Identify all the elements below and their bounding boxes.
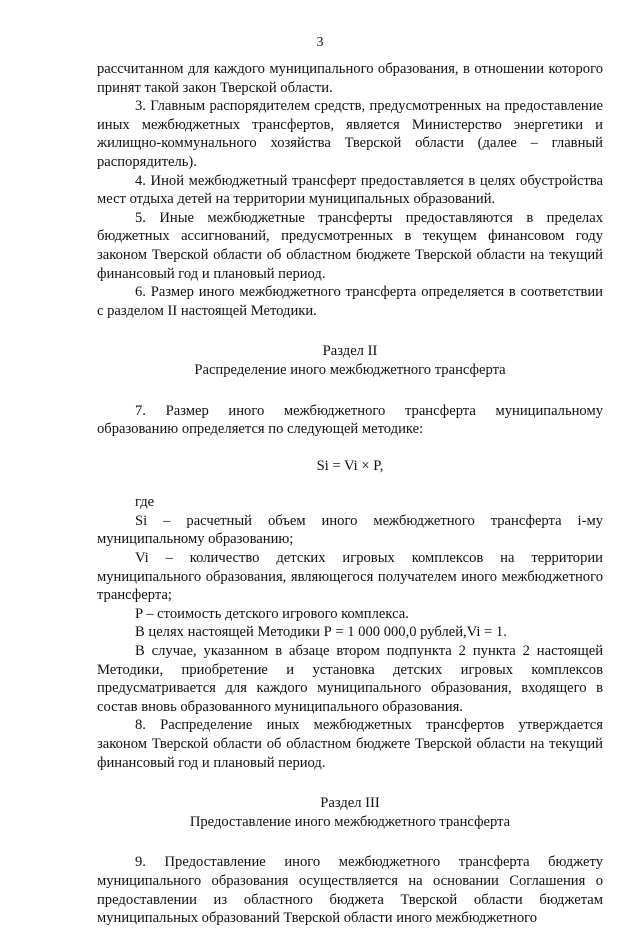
case-note: В случае, указанном в абзаце втором подпункта 2 пункта 2 настоящей Методики, приобретение и установка детских игровых комплексов предусматривается для каждого муниципального образования, входящего в состав вновь образованного муниципального образования. (97, 643, 603, 715)
paragraph-5: 5. Иные межбюджетные трансферты предоставляются в пределах бюджетных ассигнований, предусмотренных в текущем финансовом году законом Тверской области об областном бюджете Тверской области на текущий финансовый год и плановый период. (97, 209, 603, 282)
paragraph-8: 8. Распределение иных межбюджетных трансфертов утверждается законом Тверской области об областном бюджете Тверской области на текущий финансовый год и плановый период. (97, 717, 603, 771)
document-body (97, 60, 603, 928)
formula: Si = Vi × P, (316, 457, 384, 474)
section-2-subheading: Распределение иного межбюджетного трансферта (194, 361, 506, 378)
section-3-subheading: Предоставление иного межбюджетного трансферта (189, 813, 511, 830)
values-note: В целях настоящей Методики Р = 1 000 000,0 рублей,Vi = 1. (135, 624, 507, 641)
definition-vi: Vi – количество детских игровых комплексов на территории муниципального образования, являющегося получателем иного межбюджетного трансферта; (97, 550, 603, 604)
definition-si: Si – расчетный объем иного межбюджетного трансферта i-му муниципальному образованию; (97, 512, 603, 548)
paragraph-3: 3. Главным распорядителем средств, предусмотренных на предоставление иных межбюджетных трансфертов, является Министерство энергетики и жилищно-коммунального хозяйства Тверской области (далее – главный распорядитель). (97, 98, 603, 170)
page-number: 3 (316, 35, 324, 50)
paragraph-7: 7. Размер иного межбюджетного трансферта муниципальному образованию определяется по следующей методике: (97, 402, 603, 438)
definition-p: P – стоимость детского игрового комплекса. (135, 605, 409, 622)
paragraph-4: 4. Иной межбюджетный трансферт предоставляется в целях обустройства мест отдыха детей на территории муниципальных образований. (97, 172, 603, 208)
where-label: где (135, 494, 155, 511)
paragraph-6: 6. Размер иного межбюджетного трансферта определяется в соответствии с разделом II настоящей Методики. (97, 284, 603, 319)
section-2-heading: Раздел II (322, 343, 378, 360)
section-3-heading: Раздел III (320, 795, 380, 812)
paragraph-continuation: рассчитанном для каждого муниципального образования, в отношении которого принят такой закон Тверской области. (97, 61, 603, 96)
paragraph-9: 9. Предоставление иного межбюджетного трансферта бюджету муниципального образования осуществляется на основании Соглашения о предоставлении из областного бюджета Тверской области бюджетам муниципальных образований Тверской области иного межбюджетного (97, 854, 603, 927)
